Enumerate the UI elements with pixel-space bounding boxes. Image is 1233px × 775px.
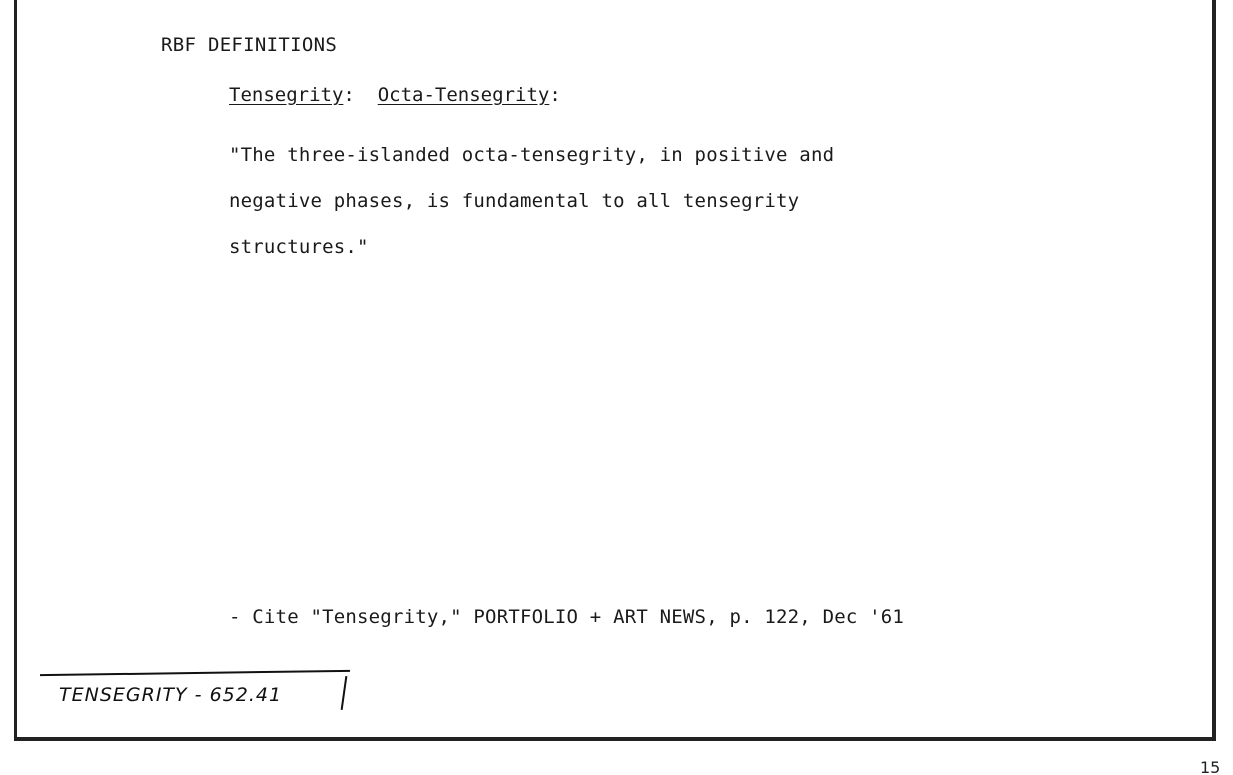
definition-quote <box>229 132 1029 270</box>
handwritten-note: TENSEGRITY - 652.41 <box>59 684 283 706</box>
quote-line: "The three-islanded octa-tensegrity, in positive and <box>229 144 835 166</box>
quote-line: negative phases, is fundamental to all tensegrity <box>229 190 800 212</box>
page-number: 15 <box>1200 758 1221 775</box>
citation: - Cite "Tensegrity," PORTFOLIO + ART NEWS, p. 122, Dec '61 <box>229 606 905 628</box>
subterm-label: Octa-Tensegrity <box>377 84 550 106</box>
term-label: Tensegrity <box>229 84 344 106</box>
term-separator: : <box>343 84 355 106</box>
card-heading: RBF DEFINITIONS <box>161 34 338 56</box>
term-line <box>229 84 561 106</box>
quote-line: structures." <box>229 236 369 258</box>
definition-card <box>14 0 1216 741</box>
subterm-suffix: : <box>549 84 561 106</box>
